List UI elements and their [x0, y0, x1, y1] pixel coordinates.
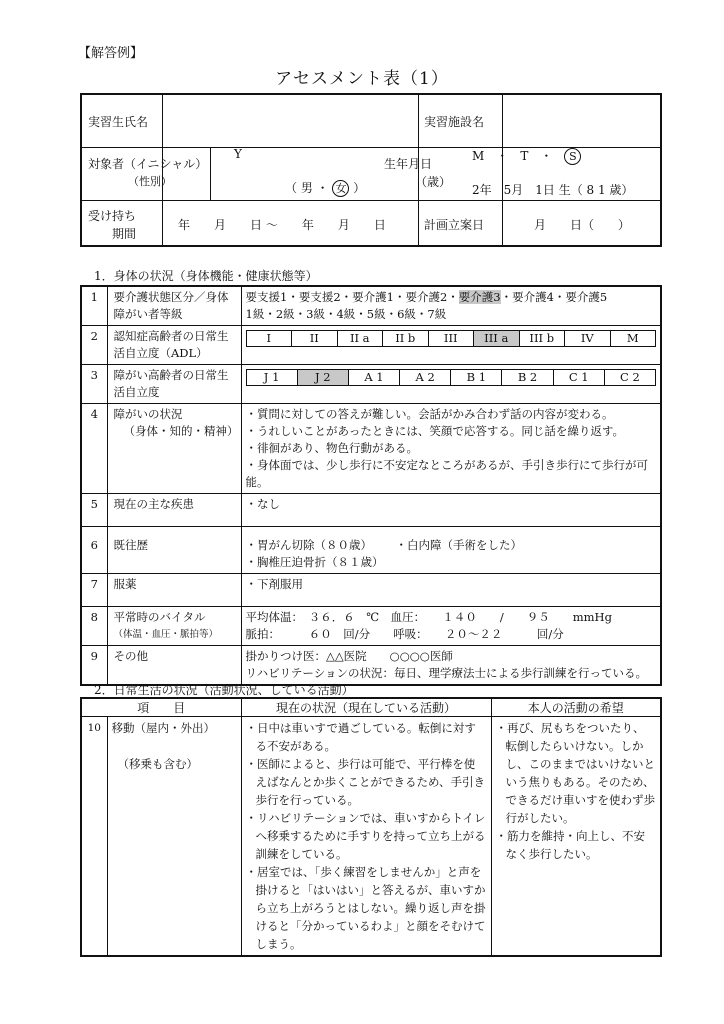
level-option: A 1 [348, 370, 399, 386]
level-option: II a [337, 331, 383, 347]
dob-label: 生年月日 [384, 157, 433, 171]
list-item: ・再び、尻もちをついたり、転倒したらいけない。しかし、このままではいけないという焦りもある。そのため、できるだけ車いすを使わず歩行がしたい。 [495, 721, 656, 825]
list-item: ・リハビリテーションでは、車いすからトイレへ移乗するために手すりを持って立ち上がる訓練をしている。 [245, 811, 486, 861]
row-number: 3 [81, 365, 107, 404]
sex-female-circled: 女 [332, 180, 349, 197]
assign-label-2: 期間 [112, 227, 137, 241]
other-cell [241, 646, 661, 686]
era-options: M ・ T ・ S [472, 147, 581, 165]
table-header-row [81, 698, 661, 717]
care-level-selected: 要介護3 [458, 290, 501, 304]
row-label-sub: （身体・知的・精神） [123, 424, 239, 438]
level-option: J 1 [246, 370, 297, 386]
dementia-level-cell [241, 326, 661, 365]
row-label: 既往歴 [107, 527, 241, 574]
table-row [81, 326, 661, 365]
row-label-main: 平常時のバイタル [113, 610, 206, 624]
level-option-selected: J 2 [297, 370, 348, 386]
table-row [81, 574, 661, 607]
row-label: 認知症高齢者の日常生活自立度（ADL） [107, 326, 241, 365]
disability-grade-options: 1級・2級・3級・4級・5級・6級・7級 [245, 307, 447, 321]
care-options-b: ・要介護4・要介護5 [500, 290, 608, 304]
table-row [81, 717, 661, 957]
doctor-line: 掛かりつけ医：△△医院 ○○○○医師 [245, 649, 453, 663]
level-option: III b [519, 331, 565, 347]
level-option: II b [383, 331, 429, 347]
page-title: アセスメント表（1） [275, 69, 449, 89]
row-number: 4 [81, 404, 107, 494]
age-label: （歳） [415, 175, 452, 189]
row-label [107, 404, 241, 494]
row-label: その他 [107, 646, 241, 686]
level-option: I [246, 331, 292, 347]
answer-example-tag: 【解答例】 [78, 46, 144, 61]
row-label: 障がい高齢者の日常生活自立度 [107, 365, 241, 404]
list-item: ・質問に対しての答えが難しい。会話がかみ合わず話の内容が変わる。 [245, 407, 614, 421]
section1-heading: 1．身体の状況（身体機能・健康状態等） [94, 269, 318, 283]
level-option: II [292, 331, 338, 347]
student-name-label: 実習生氏名 [88, 115, 149, 129]
row-label [107, 607, 241, 646]
daily-life-table [80, 697, 662, 957]
list-item: ・身体面では、少し歩行に不安定なところがあるが、手引き歩行にて歩行が可能。 [245, 458, 648, 489]
history-line [246, 537, 657, 554]
row-label-sub: （体温・血圧・脈拍等） [113, 629, 219, 640]
info-box [80, 93, 662, 247]
row-number: 5 [81, 494, 107, 527]
history-item: ・胸椎圧迫骨折（８１歳） [245, 555, 384, 569]
disability-detail-cell [241, 404, 661, 494]
table-row [81, 286, 661, 326]
subject-label: 対象者（イニシャル） [88, 157, 208, 171]
elderly-level-cell [241, 365, 661, 404]
table-row [81, 365, 661, 404]
row-label-main: 移動（屋内・外出） [111, 721, 215, 735]
body-status-table [80, 285, 662, 686]
level-option: C 1 [553, 370, 604, 386]
history-cell [241, 527, 661, 574]
plan-date: 月 日（ ） [534, 218, 631, 232]
level-option: A 2 [400, 370, 451, 386]
sex-value [285, 179, 365, 197]
sex-close: ） [353, 181, 366, 195]
plan-label: 計画立案日 [424, 218, 485, 232]
vitals-line-1: 平均体温： ３６．６ ℃ 血圧： １４０ / ９５ mmHg [245, 610, 612, 624]
initial-value: Y [234, 147, 242, 161]
history-item: ・白内障（手術をした） [395, 538, 522, 552]
care-level-cell [241, 286, 661, 326]
vitals-line-2: 脈拍： ６０ 回/分 呼吸： ２０〜２２ 回/分 [245, 627, 564, 641]
era-meiji: M [472, 149, 485, 163]
row-label [107, 717, 241, 957]
row-label: 服薬 [107, 574, 241, 607]
table-row [81, 404, 661, 494]
elderly-level-options [246, 369, 657, 386]
era-taisho: T [520, 149, 529, 163]
level-option: B 2 [502, 370, 553, 386]
table-row [81, 607, 661, 646]
sex-male: （ 男 ・ [285, 181, 329, 195]
column-header: 現在の状況（現在している活動） [241, 698, 491, 717]
facility-label: 実習施設名 [424, 115, 485, 129]
row-number: 7 [81, 574, 107, 607]
list-item: ・居室では、「歩く練習をしませんか」と声を掛けると「はいはい」と答えるが、車いすから立ち上がろうとはしない。繰り返し声を掛けると「分かっているわよ」と顔をそむけてしまう。 [245, 865, 486, 951]
table-row [81, 494, 661, 527]
level-option: IV [565, 331, 611, 347]
medication-value: ・下剤服用 [241, 574, 661, 607]
column-header: 本人の活動の希望 [491, 698, 661, 717]
row-label-sub: （移乗も含む） [117, 757, 198, 771]
list-item: ・日中は車いすで過ごしている。転倒に対する不安がある。 [245, 721, 476, 753]
wish-cell [491, 717, 661, 957]
care-level-options [246, 289, 657, 306]
row-label-main: 障がいの状況 [113, 407, 183, 421]
row-label: 現在の主な疾患 [107, 494, 241, 527]
row-number: 9 [81, 646, 107, 686]
sex-label: （性別） [128, 175, 172, 188]
row-number: 10 [81, 717, 107, 957]
level-option: C 2 [604, 370, 655, 386]
list-item: ・医師によると、歩行は可能で、平行棒を使えばなんとか歩くことができるため、手引き歩行を行っている。 [245, 757, 486, 807]
row-number: 6 [81, 527, 107, 574]
care-options-a: 要支援1・要支援2・要介護1・要介護2・ [245, 290, 459, 304]
table-row [81, 646, 661, 686]
vitals-cell [241, 607, 661, 646]
row-number: 1 [81, 286, 107, 326]
history-item: ・胃がん切除（８０歳） [245, 538, 372, 552]
rehab-line: リハビリテーションの状況：毎日、理学療法士による歩行訓練を行っている。 [245, 666, 647, 680]
disease-value: ・なし [241, 494, 661, 527]
current-status-cell [241, 717, 491, 957]
row-number: 2 [81, 326, 107, 365]
dementia-level-options [246, 330, 657, 347]
level-option: M [610, 331, 656, 347]
column-header: 項 目 [81, 698, 241, 717]
section2-heading: 2．日常生活の状況（活動状況、している活動） [94, 683, 354, 697]
list-item: ・うれしいことがあったときには、笑顔で応答する。同じ話を繰り返す。 [245, 424, 624, 438]
table-row [81, 527, 661, 574]
level-option: B 1 [451, 370, 502, 386]
assign-label: 受け持ち [88, 209, 137, 223]
era-showa-circled: S [564, 148, 581, 165]
row-number: 8 [81, 607, 107, 646]
level-option: III [428, 331, 474, 347]
row-label: 要介護状態区分／身体障がい者等級 [107, 286, 241, 326]
dob-value: 2年 5月 1日 生（ 8 1 歳） [472, 183, 634, 197]
level-option-selected: III a [474, 331, 520, 347]
list-item: ・筋力を維持・向上し、不安なく歩行したい。 [495, 829, 646, 861]
assign-period: 年 月 日 〜 年 月 日 [178, 218, 386, 232]
list-item: ・徘徊があり、物色行動がある。 [245, 441, 418, 455]
